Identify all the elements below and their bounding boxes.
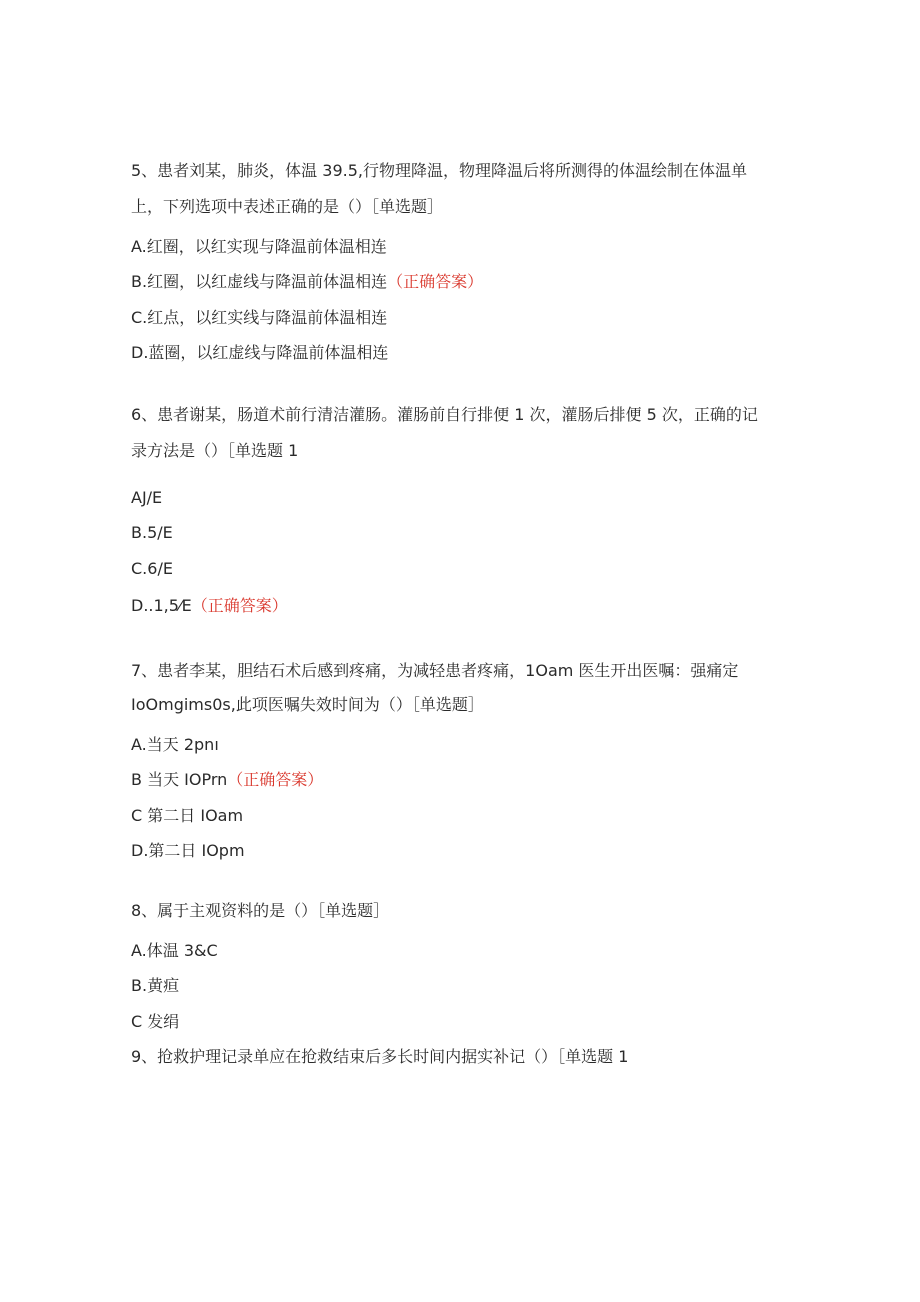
question-6-option-a	[131, 488, 162, 508]
question-8-option-b	[131, 976, 179, 996]
question-6-option-c	[131, 559, 173, 579]
question-6-stem-line-1: 6、患者谢某，肠道术前行清洁灌肠。灌肠前自行排便 1 次，灌肠后排便 5 次，正确的记	[131, 405, 758, 424]
option-text: C.红点，以红实线与降温前体温相连	[131, 308, 388, 327]
option-text: A.体温 3&C	[131, 941, 218, 960]
question-5-option-d	[131, 343, 388, 363]
option-text: D.蓝圈，以红虚线与降温前体温相连	[131, 343, 389, 362]
option-text: A.当天 2pnı	[131, 735, 219, 754]
question-7-option-c	[131, 806, 243, 826]
question-7-stem-line-2: IoOmgims0s,此项医嘱失效时间为（）［单选题］	[131, 695, 484, 714]
option-text: AJ/E	[131, 488, 163, 507]
question-7-option-a	[131, 735, 219, 755]
question-7-option-b	[131, 770, 323, 790]
question-5-option-b	[131, 272, 483, 292]
option-text: C 第二日 IOam	[131, 806, 244, 825]
option-text: B 当天 IOPrn	[131, 770, 228, 789]
correct-answer-label: （正确答案）	[227, 770, 324, 789]
question-5-stem-line-1: 5、患者刘某，肺炎，体温 39.5,行物理降温，物理降温后将所测得的体温绘制在体温单	[131, 161, 747, 180]
option-text: B.5/E	[131, 523, 173, 542]
question-5-option-c	[131, 308, 387, 328]
question-8-option-a	[131, 941, 218, 961]
correct-answer-label: （正确答案）	[387, 272, 484, 291]
question-8-option-c	[131, 1012, 179, 1032]
question-9-stem-line-1: 9、抢救护理记录单应在抢救结束后多长时间内据实补记（）［单选题 1	[131, 1047, 629, 1066]
question-6-option-b	[131, 523, 173, 543]
option-text: C 发绢	[131, 1012, 180, 1031]
question-7-option-d	[131, 841, 245, 861]
option-text: C.6/E	[131, 559, 173, 578]
correct-answer-label: （正确答案）	[191, 596, 288, 615]
option-text: B.红圈，以红虚线与降温前体温相连	[131, 272, 388, 291]
option-text: B.黄疸	[131, 976, 180, 995]
option-text: A.红圈，以红实现与降温前体温相连	[131, 237, 387, 256]
option-text: D.第二日 IOpm	[131, 841, 245, 860]
question-7-stem-line-1: 7、患者李某，胆结石术后感到疼痛，为减轻患者疼痛，1Oam 医生开出医嘱：强痛定	[131, 661, 739, 680]
option-text: D..1,5⁄E	[131, 596, 192, 615]
question-6-stem-line-2: 录方法是（）［单选题 1	[131, 441, 299, 460]
question-5-option-a	[131, 237, 387, 257]
question-6-option-d	[131, 596, 288, 616]
question-5-stem-line-2: 上，下列选项中表述正确的是（）［单选题］	[131, 197, 444, 216]
question-8-stem-line-1: 8、属于主观资料的是（）［单选题］	[131, 901, 390, 920]
